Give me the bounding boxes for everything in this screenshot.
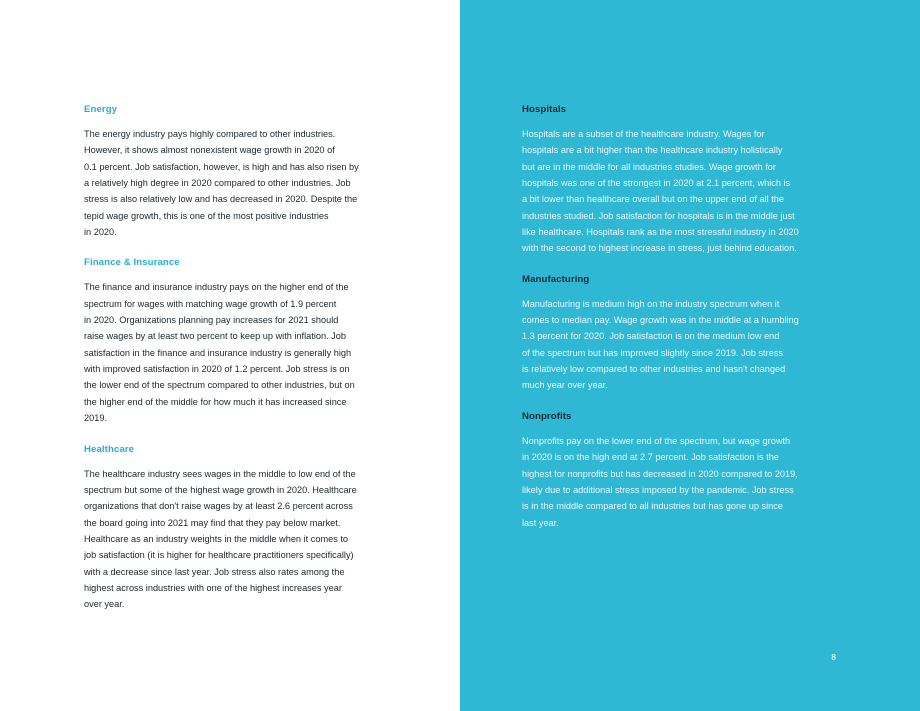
section-manufacturing — [522, 273, 840, 394]
section-healthcare — [84, 443, 404, 613]
section-nonprofits — [522, 410, 840, 531]
section-heading: Nonprofits — [522, 410, 572, 422]
section-heading: Finance & Insurance — [84, 257, 180, 269]
section-energy — [84, 103, 404, 240]
left-column — [84, 103, 404, 613]
section-finance-insurance — [84, 256, 404, 426]
section-body: The finance and insurance industry pays on the higher end of the spectrum for wages with matching wage growth of 1.9 percent in 2020. Organizations planning pay increases for 2021 should raise wages by at least two percent to keep up with inflation. Job satisfaction in the finance and insurance industry is generally high with improved satisfaction in 2020 of 1.2 percent. Job stress is on the lower end of the spectrum compared to other industries, but on the higher end of the middle for how much it has increased since 2019. — [84, 282, 355, 424]
right-page — [460, 0, 920, 711]
right-column — [522, 103, 840, 531]
section-body: Hospitals are a subset of the healthcare industry. Wages for hospitals are a bit higher than the healthcare industry holistically but are in the middle for all industries studies. Wage growth for hospitals was one of the strongest in 2020 at 2.1 percent, which is a bit lower than healthcare overall but on the upper end of all the industries studied. Job satisfaction for hospitals is in the middle just like healthcare. Hospitals rank as the most stressful industry in 2020 with the second to highest increase in stress, just behind education. — [522, 129, 799, 254]
section-body: The energy industry pays highly compared to other industries. However, it shows almost nonexistent wage growth in 2020 of 0.1 percent. Job satisfaction, however, is high and has also risen by a relatively high degree in 2020 compared to other industries. Job stress is also relatively low and has decreased in 2020. Despite the tepid wage growth, this is one of the most positive industries in 2020. — [84, 129, 359, 238]
page-number: 8 — [831, 652, 836, 662]
section-heading: Energy — [84, 104, 118, 115]
section-body: Nonprofits pay on the lower end of the spectrum, but wage growth in 2020 is on the high end at 2.7 percent. Job satisfaction is the highest for nonprofits but has decreased in 2020 compared to 2019, likely due to additional stress imposed by the pandemic. Job stress is in the middle compared to all industries but has gone up since last year. — [522, 435, 798, 528]
section-body: The healthcare industry sees wages in the middle to low end of the spectrum but some of the highest wage growth in 2020. Healthcare organizations that don't raise wages by at least 2.6 percent across the board going into 2021 may find that they pay below market. Healthcare as an industry weights in the middle when it comes to job satisfaction (it is higher for healthcare practitioners specifically) with a decrease since last year. Job stress also rates among the highest across industries with one of the highest increases year over year. — [84, 468, 357, 610]
section-heading: Manufacturing — [522, 273, 590, 285]
section-body: Manufacturing is medium high on the industry spectrum when it comes to median pay. Wage growth was in the middle at a humbling 1.3 percent for 2020. Job satisfaction is on the medium low end of the spectrum but has improved slightly since 2019. Job stress is relatively low compared to other industries and hasn't changed much year over year. — [522, 298, 799, 391]
section-heading: Hospitals — [522, 104, 567, 115]
section-hospitals — [522, 103, 840, 257]
section-heading: Healthcare — [84, 443, 135, 455]
